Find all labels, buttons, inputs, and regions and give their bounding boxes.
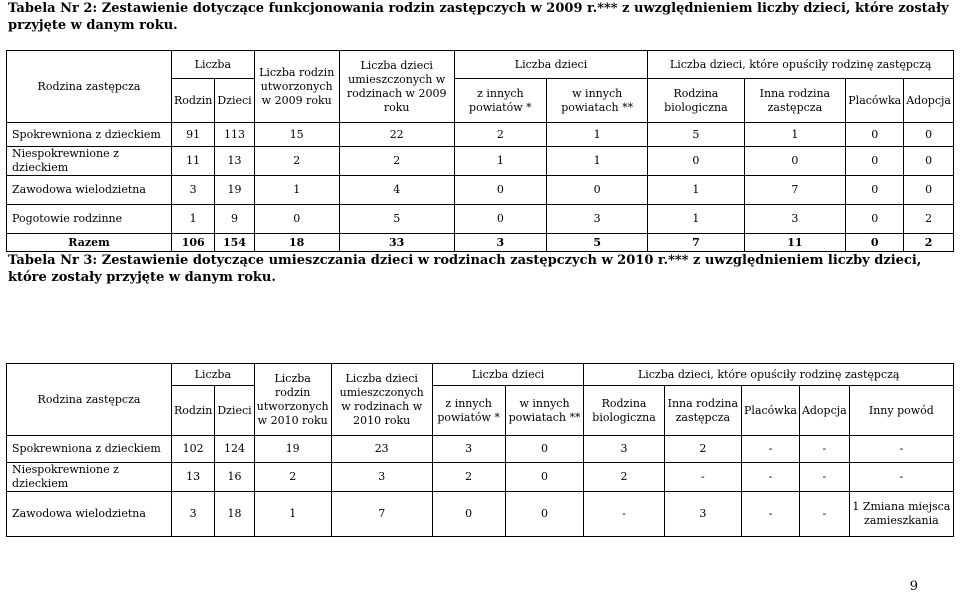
header-rodzin: Rodzin bbox=[172, 79, 215, 123]
table-cell: 0 bbox=[547, 176, 648, 205]
table-cell: 2 bbox=[664, 436, 741, 463]
table-cell: 11 bbox=[744, 234, 846, 252]
table-cell: 124 bbox=[215, 436, 254, 463]
table-cell: 1 bbox=[254, 492, 331, 537]
table-cell: 0 bbox=[505, 436, 584, 463]
table-cell: 18 bbox=[215, 492, 254, 537]
table-cell: - bbox=[799, 463, 849, 492]
table-cell: 1 bbox=[648, 205, 744, 234]
table-cell: - bbox=[742, 436, 800, 463]
table-cell: 2 bbox=[904, 205, 954, 234]
table-cell: 9 bbox=[215, 205, 254, 234]
table-cell: - bbox=[799, 436, 849, 463]
table-cell: 3 bbox=[172, 176, 215, 205]
header-opuscily: Liczba dzieci, które opuściły rodzinę zastępczą bbox=[584, 364, 954, 386]
table-cell: 16 bbox=[215, 463, 254, 492]
table-cell: 23 bbox=[331, 436, 432, 463]
table-cell: 13 bbox=[215, 147, 254, 176]
header-dzieci: Dzieci bbox=[215, 79, 254, 123]
table-cell: 13 bbox=[172, 463, 215, 492]
table-row bbox=[7, 147, 954, 176]
table-cell: 18 bbox=[254, 234, 339, 252]
table-cell: 5 bbox=[648, 123, 744, 147]
table-cell: - bbox=[849, 463, 953, 492]
table-cell: 154 bbox=[215, 234, 254, 252]
table3 bbox=[6, 363, 954, 537]
header-rodzina: Rodzina zastępcza bbox=[7, 51, 172, 123]
header-inna: Inna rodzina zastępcza bbox=[664, 386, 741, 436]
header-liczba: Liczba bbox=[172, 364, 255, 386]
header-biologiczna: Rodzina biologiczna bbox=[648, 79, 744, 123]
table-cell: 0 bbox=[904, 147, 954, 176]
table-row bbox=[7, 205, 954, 234]
table-cell: 11 bbox=[172, 147, 215, 176]
table-cell: 19 bbox=[215, 176, 254, 205]
header-placowka: Placówka bbox=[846, 79, 904, 123]
header-w-innych: w innych powiatach ** bbox=[547, 79, 648, 123]
table-cell: 0 bbox=[846, 123, 904, 147]
table-cell: 2 bbox=[254, 463, 331, 492]
table-cell: 3 bbox=[584, 436, 664, 463]
table-cell: 0 bbox=[846, 234, 904, 252]
row-label: Spokrewniona z dzieckiem bbox=[7, 123, 172, 147]
table-cell: 0 bbox=[846, 205, 904, 234]
table-cell: 0 bbox=[904, 176, 954, 205]
table-cell: - bbox=[849, 436, 953, 463]
header-liczba-dzieci: Liczba dzieci bbox=[432, 364, 584, 386]
table-cell: 1 bbox=[254, 176, 339, 205]
table-row bbox=[7, 463, 954, 492]
table-cell: 3 bbox=[432, 436, 505, 463]
row-label: Zawodowa wielodzietna bbox=[7, 176, 172, 205]
header-rodzin: Rodzin bbox=[172, 386, 215, 436]
page-number: 9 bbox=[909, 579, 918, 594]
table-cell: 3 bbox=[664, 492, 741, 537]
table-cell: 0 bbox=[846, 147, 904, 176]
header-utworzonych: Liczba rodzin utworzonych w 2010 roku bbox=[254, 364, 331, 436]
table-cell: 3 bbox=[744, 205, 846, 234]
row-label: Spokrewniona z dzieckiem bbox=[7, 436, 172, 463]
table-cell: 19 bbox=[254, 436, 331, 463]
table-cell: 1 bbox=[454, 147, 546, 176]
table-cell: 3 bbox=[454, 234, 546, 252]
table2 bbox=[6, 50, 954, 252]
table-cell: 15 bbox=[254, 123, 339, 147]
table-cell: 3 bbox=[547, 205, 648, 234]
table-cell: 7 bbox=[648, 234, 744, 252]
table-cell: 7 bbox=[331, 492, 432, 537]
table-cell: 7 bbox=[744, 176, 846, 205]
table-cell: 1 bbox=[744, 123, 846, 147]
table-cell: 4 bbox=[339, 176, 454, 205]
row-label: Zawodowa wielodzietna bbox=[7, 492, 172, 537]
table-cell: 0 bbox=[648, 147, 744, 176]
table-cell: 0 bbox=[505, 463, 584, 492]
table-cell: 2 bbox=[254, 147, 339, 176]
table-cell: 0 bbox=[432, 492, 505, 537]
table-cell: 0 bbox=[904, 123, 954, 147]
header-liczba-dzieci: Liczba dzieci bbox=[454, 51, 648, 79]
header-z-innych: z innych powiatów * bbox=[432, 386, 505, 436]
table-cell: 0 bbox=[454, 176, 546, 205]
header-umieszczonych: Liczba dzieci umieszczonych w rodzinach w 2009 roku bbox=[339, 51, 454, 123]
table-cell: 2 bbox=[904, 234, 954, 252]
table-cell: 22 bbox=[339, 123, 454, 147]
table-cell: 0 bbox=[454, 205, 546, 234]
header-opuscily: Liczba dzieci, które opuściły rodzinę zastępczą bbox=[648, 51, 954, 79]
table-cell: - bbox=[799, 492, 849, 537]
table-cell: 91 bbox=[172, 123, 215, 147]
header-w-innych: w innych powiatach ** bbox=[505, 386, 584, 436]
table-cell: 0 bbox=[505, 492, 584, 537]
header-adopcja: Adopcja bbox=[799, 386, 849, 436]
table-cell: 1 bbox=[648, 176, 744, 205]
table-cell: 0 bbox=[254, 205, 339, 234]
row-label: Razem bbox=[7, 234, 172, 252]
table-cell: 2 bbox=[339, 147, 454, 176]
table-row bbox=[7, 492, 954, 537]
table-cell: - bbox=[664, 463, 741, 492]
header-liczba: Liczba bbox=[172, 51, 255, 79]
total-row bbox=[7, 234, 954, 252]
table-cell: 1 bbox=[172, 205, 215, 234]
header-dzieci: Dzieci bbox=[215, 386, 254, 436]
table-cell: 2 bbox=[432, 463, 505, 492]
table-cell: 3 bbox=[331, 463, 432, 492]
table-cell: 0 bbox=[846, 176, 904, 205]
table-cell: 1 Zmiana miejsca zamieszkania bbox=[849, 492, 953, 537]
row-label: Pogotowie rodzinne bbox=[7, 205, 172, 234]
header-umieszczonych: Liczba dzieci umieszczonych w rodzinach w 2010 roku bbox=[331, 364, 432, 436]
table3-caption: Tabela Nr 3: Zestawienie dotyczące umieszczania dzieci w rodzinach zastępczych w 2010 r.*** z uwzględnieniem liczby dzieci, które zostały przyjęte w danym roku. bbox=[8, 253, 922, 285]
table-cell: 3 bbox=[172, 492, 215, 537]
table-cell: 106 bbox=[172, 234, 215, 252]
table-cell: 5 bbox=[547, 234, 648, 252]
table-cell: - bbox=[742, 463, 800, 492]
table-cell: 102 bbox=[172, 436, 215, 463]
table-cell: 5 bbox=[339, 205, 454, 234]
header-rodzina: Rodzina zastępcza bbox=[7, 364, 172, 436]
table-row bbox=[7, 436, 954, 463]
header-placowka: Placówka bbox=[742, 386, 800, 436]
table-cell: 2 bbox=[584, 463, 664, 492]
row-label: Niespokrewnione z dzieckiem bbox=[7, 147, 172, 176]
table-cell: 1 bbox=[547, 147, 648, 176]
header-biologiczna: Rodzina biologiczna bbox=[584, 386, 664, 436]
table-cell: - bbox=[584, 492, 664, 537]
header-utworzonych: Liczba rodzin utworzonych w 2009 roku bbox=[254, 51, 339, 123]
table-cell: 0 bbox=[744, 147, 846, 176]
table-cell: 33 bbox=[339, 234, 454, 252]
header-inna: Inna rodzina zastępcza bbox=[744, 79, 846, 123]
table-cell: 1 bbox=[547, 123, 648, 147]
header-inny: Inny powód bbox=[849, 386, 953, 436]
table-row bbox=[7, 123, 954, 147]
header-z-innych: z innych powiatów * bbox=[454, 79, 546, 123]
row-label: Niespokrewnione z dzieckiem bbox=[7, 463, 172, 492]
table-cell: 2 bbox=[454, 123, 546, 147]
table2-caption: Tabela Nr 2: Zestawienie dotyczące funkcjonowania rodzin zastępczych w 2009 r.*** z uwzględnieniem liczby dzieci, które zostały przyjęte w danym roku. bbox=[8, 1, 949, 33]
table-cell: 113 bbox=[215, 123, 254, 147]
table-cell: - bbox=[742, 492, 800, 537]
table-row bbox=[7, 176, 954, 205]
header-adopcja: Adopcja bbox=[904, 79, 954, 123]
